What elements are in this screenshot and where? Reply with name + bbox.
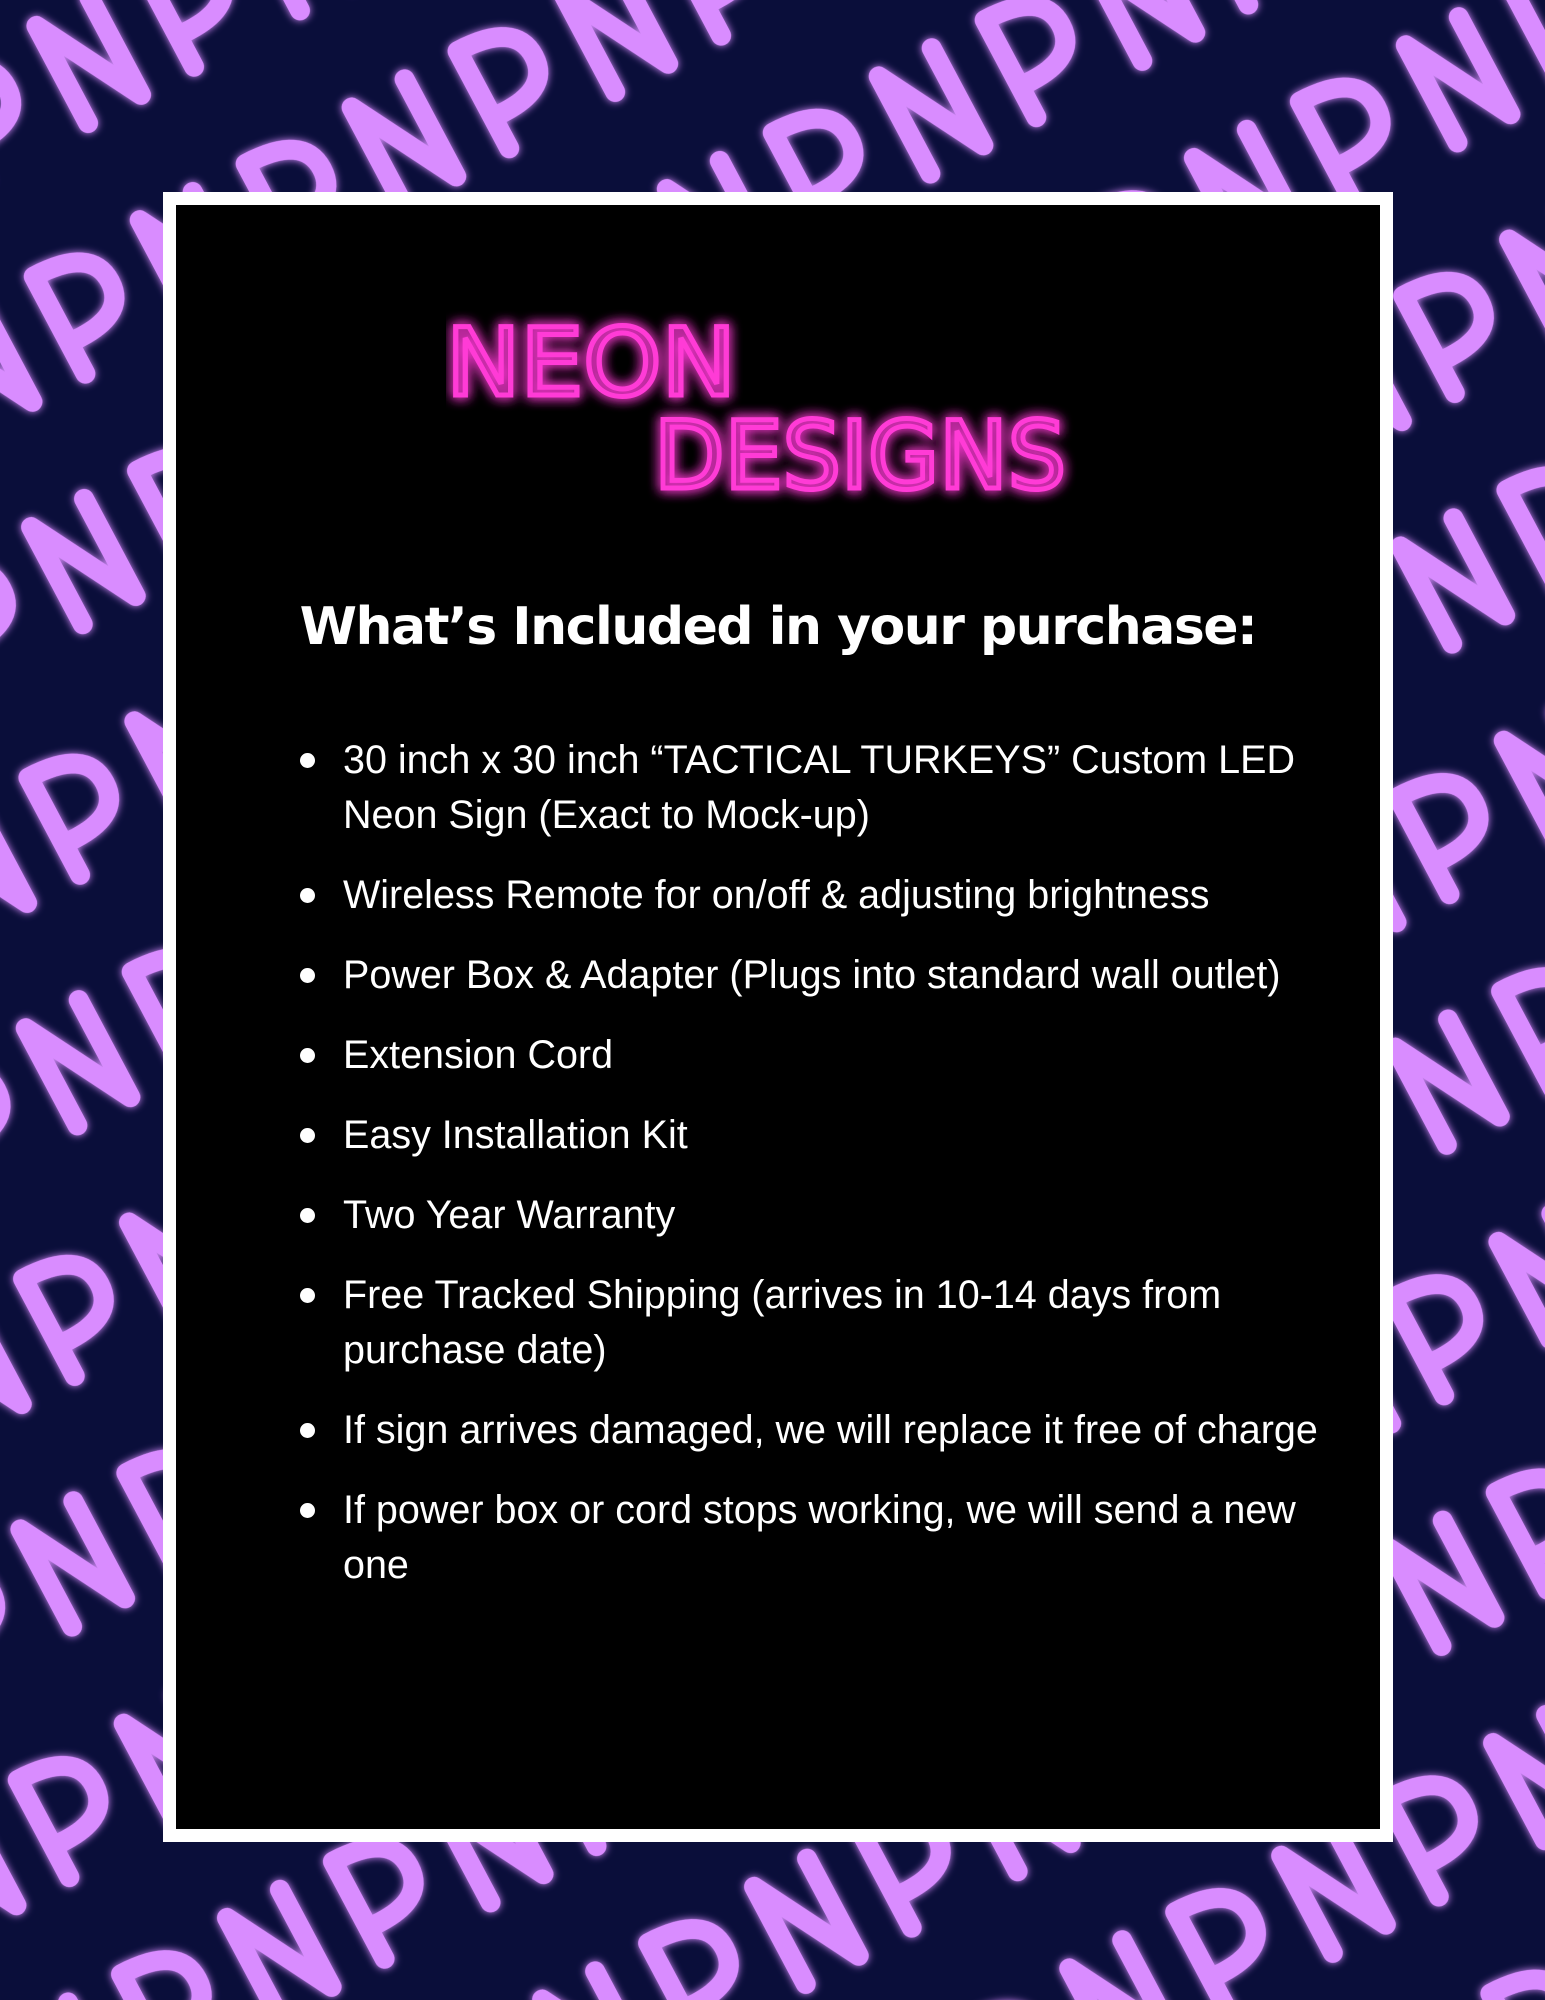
- list-item: [343, 948, 1343, 1003]
- bullet-icon: [300, 968, 315, 983]
- list-item-text: If sign arrives damaged, we will replace it free of charge: [343, 1408, 1318, 1452]
- list-item: [343, 1108, 1343, 1163]
- list-item-text: Extension Cord: [343, 1033, 614, 1077]
- list-item: [343, 1188, 1343, 1243]
- list-item-text: Wireless Remote for on/off & adjusting brightness: [343, 873, 1210, 917]
- list-item-text: 30 inch x 30 inch “TACTICAL TURKEYS” Custom LED Neon Sign (Exact to Mock-up): [343, 738, 1295, 837]
- neon-designs-logo: [446, 305, 1086, 515]
- list-item: [343, 1028, 1343, 1083]
- bullet-icon: [300, 888, 315, 903]
- bullet-icon: [300, 1208, 315, 1223]
- bullet-icon: [300, 1423, 315, 1438]
- list-item: [343, 868, 1343, 923]
- list-item-text: If power box or cord stops working, we will send a new one: [343, 1488, 1296, 1587]
- list-item: [343, 733, 1343, 843]
- logo-line-designs: DESIGNS: [654, 402, 1066, 511]
- list-item: [343, 1268, 1343, 1378]
- bullet-icon: [300, 753, 315, 768]
- list-item-text: Two Year Warranty: [343, 1193, 676, 1237]
- bullet-icon: [300, 1128, 315, 1143]
- list-item-text: Free Tracked Shipping (arrives in 10-14 days from purchase date): [343, 1273, 1222, 1372]
- list-item: [343, 1403, 1343, 1458]
- bullet-icon: [300, 1048, 315, 1063]
- list-item-text: Easy Installation Kit: [343, 1113, 688, 1157]
- logo-line-neon: NEON: [446, 309, 736, 418]
- included-heading: What’s Included in your purchase:: [299, 597, 1257, 657]
- content-panel: [163, 192, 1393, 1842]
- list-item-text: Power Box & Adapter (Plugs into standard wall outlet): [343, 953, 1281, 997]
- bullet-icon: [300, 1503, 315, 1518]
- bullet-icon: [300, 1288, 315, 1303]
- list-item: [343, 1483, 1343, 1593]
- included-list: [343, 733, 1343, 1618]
